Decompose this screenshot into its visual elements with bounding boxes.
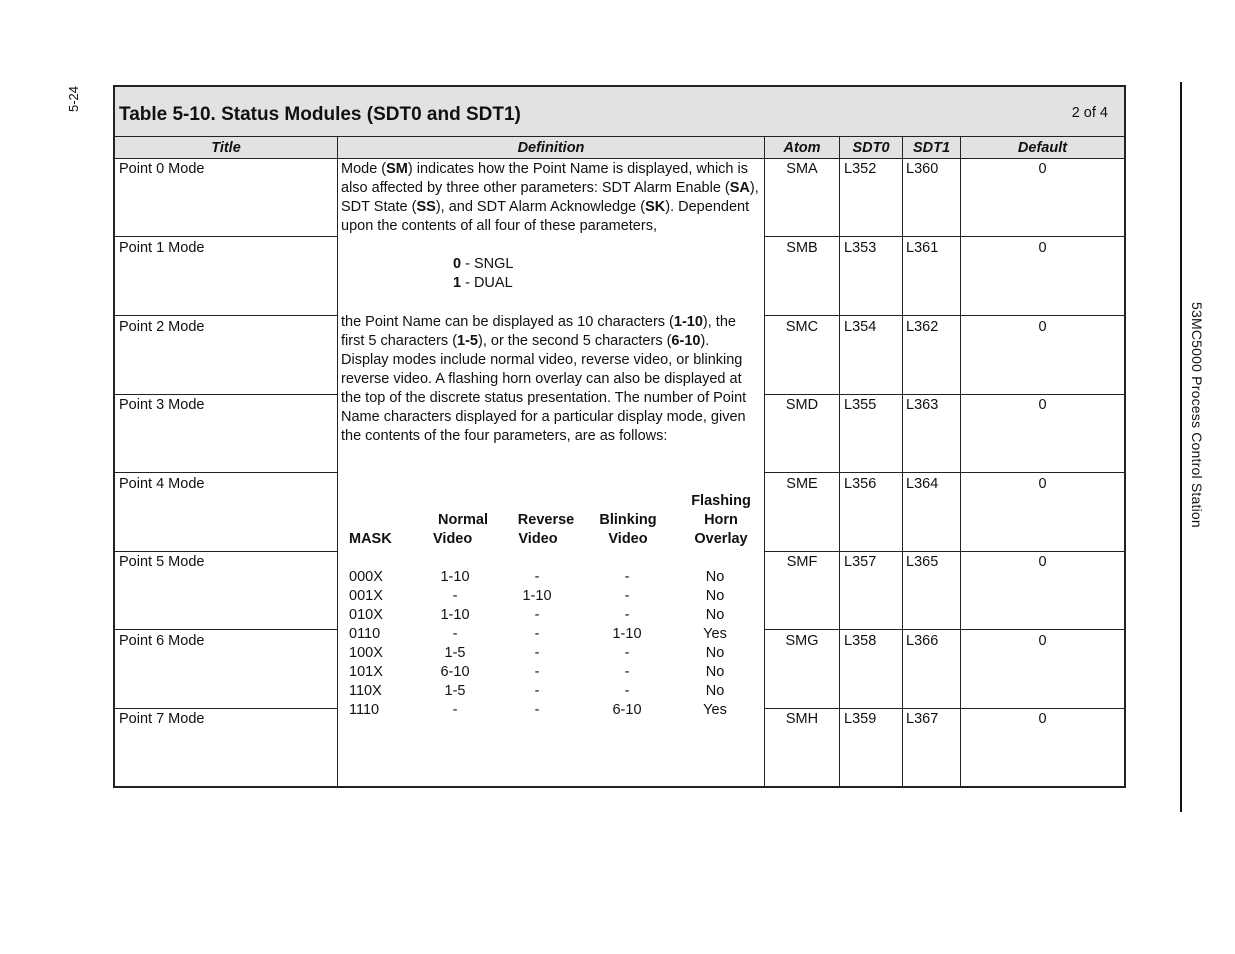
column-divider — [764, 137, 765, 786]
row-divider — [764, 472, 1124, 473]
row-default: 0 — [1038, 240, 1047, 256]
mask-reverse: - — [534, 569, 540, 585]
row-atom: SMH — [785, 711, 819, 727]
mask-value: 1110 — [349, 702, 380, 718]
row-sdt1: L364 — [906, 476, 939, 492]
mask-value: 110X — [349, 683, 382, 699]
code-value: 1 — [453, 275, 462, 292]
row-sdt1: L362 — [906, 319, 939, 335]
row-atom: SMF — [786, 554, 818, 570]
mask-value: 010X — [349, 607, 383, 623]
mask-normal: 6-10 — [440, 664, 470, 680]
row-default: 0 — [1038, 554, 1047, 570]
mask-blinking: - — [624, 683, 630, 699]
mask-reverse: - — [534, 607, 540, 623]
margin-rule — [1180, 82, 1182, 812]
row-atom: SMB — [786, 240, 818, 256]
column-divider — [960, 137, 961, 786]
row-sdt1: L360 — [906, 161, 939, 177]
code-label: - SNGL — [461, 256, 514, 273]
row-title: Point 2 Mode — [119, 319, 205, 335]
row-divider — [764, 708, 1124, 709]
range-value: 1-10 — [673, 313, 703, 330]
row-sdt0: L352 — [844, 161, 877, 177]
row-sdt0: L358 — [844, 633, 877, 649]
table-header-row — [115, 137, 1124, 159]
definition-paragraph — [341, 160, 759, 236]
mask-flash: Yes — [703, 626, 727, 642]
text-run: ), or the second 5 characters ( — [478, 332, 672, 349]
row-title: Point 7 Mode — [119, 711, 205, 727]
mask-reverse: - — [534, 683, 540, 699]
mask-blinking: - — [624, 645, 630, 661]
page-number: 5-24 — [66, 86, 81, 113]
row-title: Point 3 Mode — [119, 397, 205, 413]
row-divider — [115, 394, 337, 395]
table-page-indicator: 2 of 4 — [1071, 105, 1108, 121]
row-default: 0 — [1038, 319, 1047, 335]
mask-flash: No — [705, 645, 725, 661]
mask-header-flashing: Overlay — [694, 531, 748, 547]
mask-blinking: - — [624, 569, 630, 585]
mask-normal: - — [452, 588, 458, 604]
mask-reverse: - — [534, 664, 540, 680]
row-sdt0: L354 — [844, 319, 877, 335]
mask-header-blinking: Blinking — [599, 512, 657, 528]
mask-blinking: 6-10 — [612, 702, 642, 718]
text-run: ), and SDT Alarm Acknowledge ( — [435, 199, 646, 216]
document-side-title: 53MC5000 Process Control Station — [1189, 302, 1205, 528]
row-divider — [115, 315, 337, 316]
mask-header-mask: MASK — [349, 531, 392, 547]
row-divider — [764, 394, 1124, 395]
mask-header-reverse: Video — [518, 531, 558, 547]
row-sdt1: L365 — [906, 554, 939, 570]
row-title: Point 5 Mode — [119, 554, 205, 570]
mask-flash: No — [705, 607, 725, 623]
mask-blinking: - — [624, 588, 630, 604]
mask-blinking: 1-10 — [612, 626, 642, 642]
column-divider — [839, 137, 840, 786]
mask-normal: 1-5 — [444, 645, 466, 661]
parameter-code: SM — [386, 161, 408, 177]
row-divider — [115, 708, 337, 709]
row-divider — [115, 472, 337, 473]
row-sdt0: L357 — [844, 554, 877, 570]
row-title: Point 0 Mode — [119, 161, 205, 177]
row-default: 0 — [1038, 633, 1047, 649]
mask-header-flashing: Horn — [704, 512, 738, 528]
row-sdt1: L367 — [906, 711, 939, 727]
header-definition: Definition — [517, 140, 585, 156]
mask-flash: Yes — [703, 702, 727, 718]
row-default: 0 — [1038, 711, 1047, 727]
text-run: Mode ( — [341, 161, 387, 177]
table-title-bar — [115, 87, 1124, 137]
header-atom: Atom — [783, 140, 821, 156]
mask-normal: 1-10 — [440, 607, 470, 623]
row-divider — [115, 551, 337, 552]
row-sdt0: L356 — [844, 476, 877, 492]
row-atom: SMD — [785, 397, 819, 413]
row-divider — [764, 315, 1124, 316]
mask-reverse: - — [534, 626, 540, 642]
row-default: 0 — [1038, 397, 1047, 413]
mask-header-normal: Video — [433, 531, 473, 547]
row-sdt1: L366 — [906, 633, 939, 649]
mask-value: 000X — [349, 569, 383, 585]
text-run: ). Dependent upon the contents of all four of these parameters, — [341, 199, 750, 235]
mask-flash: No — [705, 683, 725, 699]
text-run: the Point Name can be displayed as 10 characters ( — [341, 313, 674, 330]
row-divider — [115, 629, 337, 630]
definition-paragraph — [341, 313, 759, 447]
mask-reverse: 1-10 — [522, 588, 552, 604]
mask-reverse: - — [534, 702, 540, 718]
row-sdt1: L361 — [906, 240, 939, 256]
row-default: 0 — [1038, 161, 1047, 177]
row-title: Point 1 Mode — [119, 240, 205, 256]
mask-flash: No — [705, 588, 725, 604]
header-sdt1: SDT1 — [912, 140, 951, 156]
mask-header-reverse: Reverse — [517, 512, 575, 528]
header-title: Title — [211, 140, 241, 156]
parameter-code: SK — [645, 199, 666, 216]
row-atom: SME — [786, 476, 818, 492]
definition-text — [341, 160, 759, 446]
header-sdt0: SDT0 — [852, 140, 890, 156]
mask-header-normal: Normal — [438, 512, 488, 528]
row-sdt0: L353 — [844, 240, 877, 256]
row-title: Point 4 Mode — [119, 476, 205, 492]
text-run: ), the first 5 characters ( — [341, 313, 736, 349]
table-title: Table 5-10. Status Modules (SDT0 and SDT1) — [119, 104, 521, 125]
row-atom: SMA — [786, 161, 818, 177]
range-value: 1-5 — [457, 332, 478, 349]
row-divider — [115, 236, 337, 237]
mask-header-blinking: Video — [608, 531, 648, 547]
range-value: 6-10 — [671, 332, 701, 349]
parameter-code: SS — [416, 199, 436, 216]
mask-flash: No — [705, 664, 725, 680]
mask-reverse: - — [534, 645, 540, 661]
mode-code — [341, 255, 759, 274]
text-run: ) indicates how the Point Name is displayed, which is also affected by three other parameters: SDT Alarm Enable ( — [341, 161, 748, 197]
mask-header-flashing: Flashing — [691, 493, 751, 509]
mask-normal: - — [452, 626, 458, 642]
code-value: 0 — [453, 256, 462, 273]
mask-value: 100X — [349, 645, 383, 661]
mask-normal: 1-5 — [444, 683, 466, 699]
text-run: ), SDT State ( — [341, 180, 759, 216]
mask-normal: 1-10 — [440, 569, 470, 585]
status-modules-table — [113, 85, 1126, 788]
mask-value: 101X — [349, 664, 383, 680]
mask-value: 0110 — [349, 626, 381, 642]
row-divider — [764, 236, 1124, 237]
row-sdt0: L355 — [844, 397, 877, 413]
parameter-code: SA — [729, 180, 750, 197]
row-divider — [764, 551, 1124, 552]
text-run: ). Display modes include normal video, reverse video, or blinking reverse video. A flashing horn overlay can also be displayed at the top of the discrete status presentation. The number of Point Name characters displayed for a particular display mode, given the contents of the four parameters, are as follows: — [341, 332, 747, 445]
mask-blinking: - — [624, 664, 630, 680]
mask-flash: No — [705, 569, 725, 585]
mask-value: 001X — [349, 588, 383, 604]
mode-code — [341, 274, 759, 293]
row-sdt0: L359 — [844, 711, 877, 727]
row-atom: SMG — [785, 633, 819, 649]
mask-blinking: - — [624, 607, 630, 623]
column-divider — [337, 137, 338, 786]
mask-normal: - — [452, 702, 458, 718]
column-divider — [902, 137, 903, 786]
code-label: - DUAL — [461, 275, 513, 292]
row-sdt1: L363 — [906, 397, 939, 413]
row-default: 0 — [1038, 476, 1047, 492]
header-default: Default — [1017, 140, 1068, 156]
row-title: Point 6 Mode — [119, 633, 205, 649]
row-atom: SMC — [785, 319, 819, 335]
row-divider — [764, 629, 1124, 630]
